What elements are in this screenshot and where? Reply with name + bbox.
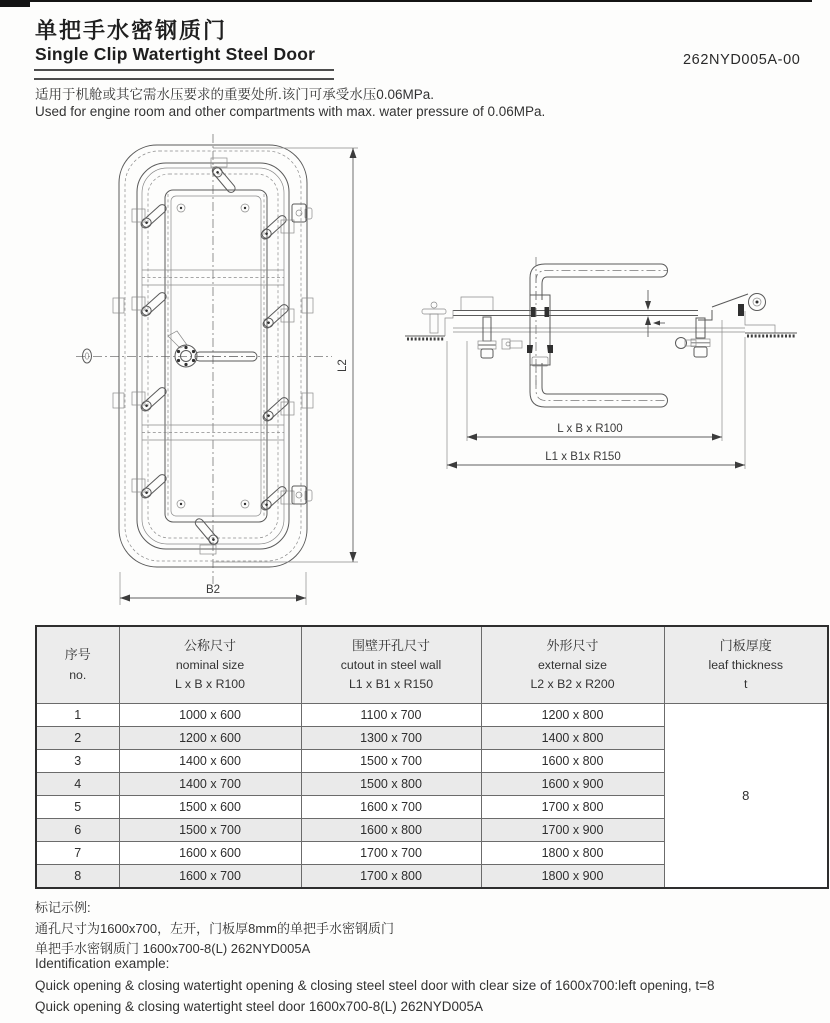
- cell-cutout: 1500 x 800: [301, 773, 481, 796]
- scan-top-rule: [0, 0, 812, 2]
- cell-leaf-thickness: 8: [664, 704, 828, 889]
- hinge-section: [698, 294, 797, 337]
- door-plate-section: [453, 311, 745, 333]
- col-header-external-size: 外形尺寸 external size L2 x B2 x R200: [481, 626, 664, 704]
- cell-nominal: 1600 x 600: [119, 842, 301, 865]
- cell-no: 1: [36, 704, 119, 727]
- col-header-leaf-thickness: 门板厚度 leaf thickness t: [664, 626, 828, 704]
- hinge-top: [292, 204, 312, 222]
- col-header-no: 序号 no.: [36, 626, 119, 704]
- cell-external: 1700 x 900: [481, 819, 664, 842]
- clip-handle: [193, 517, 220, 547]
- identification-line2-en: Quick opening & closing watertight steel door 1600x700-8(L) 262NYD005A: [35, 999, 484, 1014]
- cell-external: 1700 x 800: [481, 796, 664, 819]
- description-en: Used for engine room and other compartments with max. water pressure of 0.06MPa.: [35, 104, 546, 119]
- dimension-table: [35, 625, 829, 889]
- left-center-fitting: [83, 349, 92, 363]
- clip-handle: [139, 203, 168, 231]
- left-wall-flange: [405, 310, 453, 339]
- table-row: [36, 704, 828, 727]
- left-t-pin: [422, 302, 446, 333]
- dim-label-b2: B2: [205, 584, 221, 596]
- central-handle-hub: [168, 331, 257, 367]
- page-title-zh: 单把手水密钢质门: [35, 18, 228, 43]
- door-section-drawing: [405, 245, 830, 475]
- cell-cutout: 1700 x 700: [301, 842, 481, 865]
- cell-external: 1800 x 800: [481, 842, 664, 865]
- frame-bolt: [177, 500, 185, 508]
- handle-tube-bottom: [530, 363, 668, 407]
- cell-cutout: 1600 x 700: [301, 796, 481, 819]
- cell-nominal: 1400 x 700: [119, 773, 301, 796]
- title-underline: [34, 69, 334, 80]
- cell-cutout: 1100 x 700: [301, 704, 481, 727]
- cell-no: 5: [36, 796, 119, 819]
- right-clip-bolt: [676, 318, 711, 357]
- left-clip-bolt: [461, 297, 522, 358]
- model-number: 262NYD005A-00: [683, 52, 801, 68]
- cell-cutout: 1600 x 800: [301, 819, 481, 842]
- cell-external: 1600 x 800: [481, 750, 664, 773]
- cell-no: 8: [36, 865, 119, 889]
- cell-no: 2: [36, 727, 119, 750]
- clip-handle: [261, 303, 290, 331]
- scan-corner-mark: [0, 0, 30, 7]
- identification-line1-en: Quick opening & closing watertight opening & closing steel steel door with clear size of 1600x700:left opening, t=8: [35, 978, 715, 993]
- identification-line1-zh: 通孔尺寸为1600x700，左开，门板厚8mm的单把手水密钢质门: [35, 921, 394, 936]
- col-header-cutout-size: 围壁开孔尺寸 cutout in steel wall L1 x B1 x R150: [301, 626, 481, 704]
- cell-nominal: 1600 x 700: [119, 865, 301, 889]
- clip-handle: [139, 386, 168, 414]
- cell-cutout: 1500 x 700: [301, 750, 481, 773]
- description-zh: 适用于机舱或其它需水压要求的重要处所.该门可承受水压0.06MPa.: [35, 87, 435, 102]
- cell-cutout: 1300 x 700: [301, 727, 481, 750]
- cell-nominal: 1500 x 700: [119, 819, 301, 842]
- dim-label-l2: L2: [337, 359, 349, 372]
- cell-external: 1800 x 900: [481, 865, 664, 889]
- cell-nominal: 1200 x 600: [119, 727, 301, 750]
- col-header-nominal-size: 公称尺寸 nominal size L x B x R100: [119, 626, 301, 704]
- frame-bolt: [177, 204, 185, 212]
- hinge-bottom: [292, 486, 312, 504]
- dim-label-clear: L x B x R100: [557, 423, 623, 435]
- cell-no: 3: [36, 750, 119, 773]
- page-title-en: Single Clip Watertight Steel Door: [35, 44, 316, 64]
- frame-bolt: [241, 500, 249, 508]
- cell-no: 6: [36, 819, 119, 842]
- frame-bolt: [241, 204, 249, 212]
- identification-label-zh: 标记示例:: [35, 900, 91, 915]
- door-front-view-drawing: [40, 132, 390, 612]
- clip-handles: [139, 165, 290, 547]
- clip-handle: [261, 396, 290, 424]
- cell-no: 7: [36, 842, 119, 865]
- cell-external: 1600 x 900: [481, 773, 664, 796]
- dim-label-cutout: L1 x B1x R150: [545, 451, 621, 463]
- cell-external: 1200 x 800: [481, 704, 664, 727]
- clip-handle: [139, 291, 168, 319]
- dimension-l2: [213, 148, 358, 562]
- clip-handle: [139, 473, 168, 501]
- identification-line2-zh: 单把手水密钢质门 1600x700-8(L) 262NYD005A: [35, 941, 311, 956]
- spindle-assembly: [527, 257, 553, 385]
- table-header-row: [36, 626, 828, 704]
- cell-nominal: 1400 x 600: [119, 750, 301, 773]
- cell-external: 1400 x 800: [481, 727, 664, 750]
- identification-label-en: Identification example:: [35, 956, 170, 971]
- cell-no: 4: [36, 773, 119, 796]
- thickness-dimension: [645, 290, 665, 337]
- cell-nominal: 1500 x 600: [119, 796, 301, 819]
- cell-nominal: 1000 x 600: [119, 704, 301, 727]
- cell-cutout: 1700 x 800: [301, 865, 481, 889]
- handle-tube-top: [530, 264, 668, 300]
